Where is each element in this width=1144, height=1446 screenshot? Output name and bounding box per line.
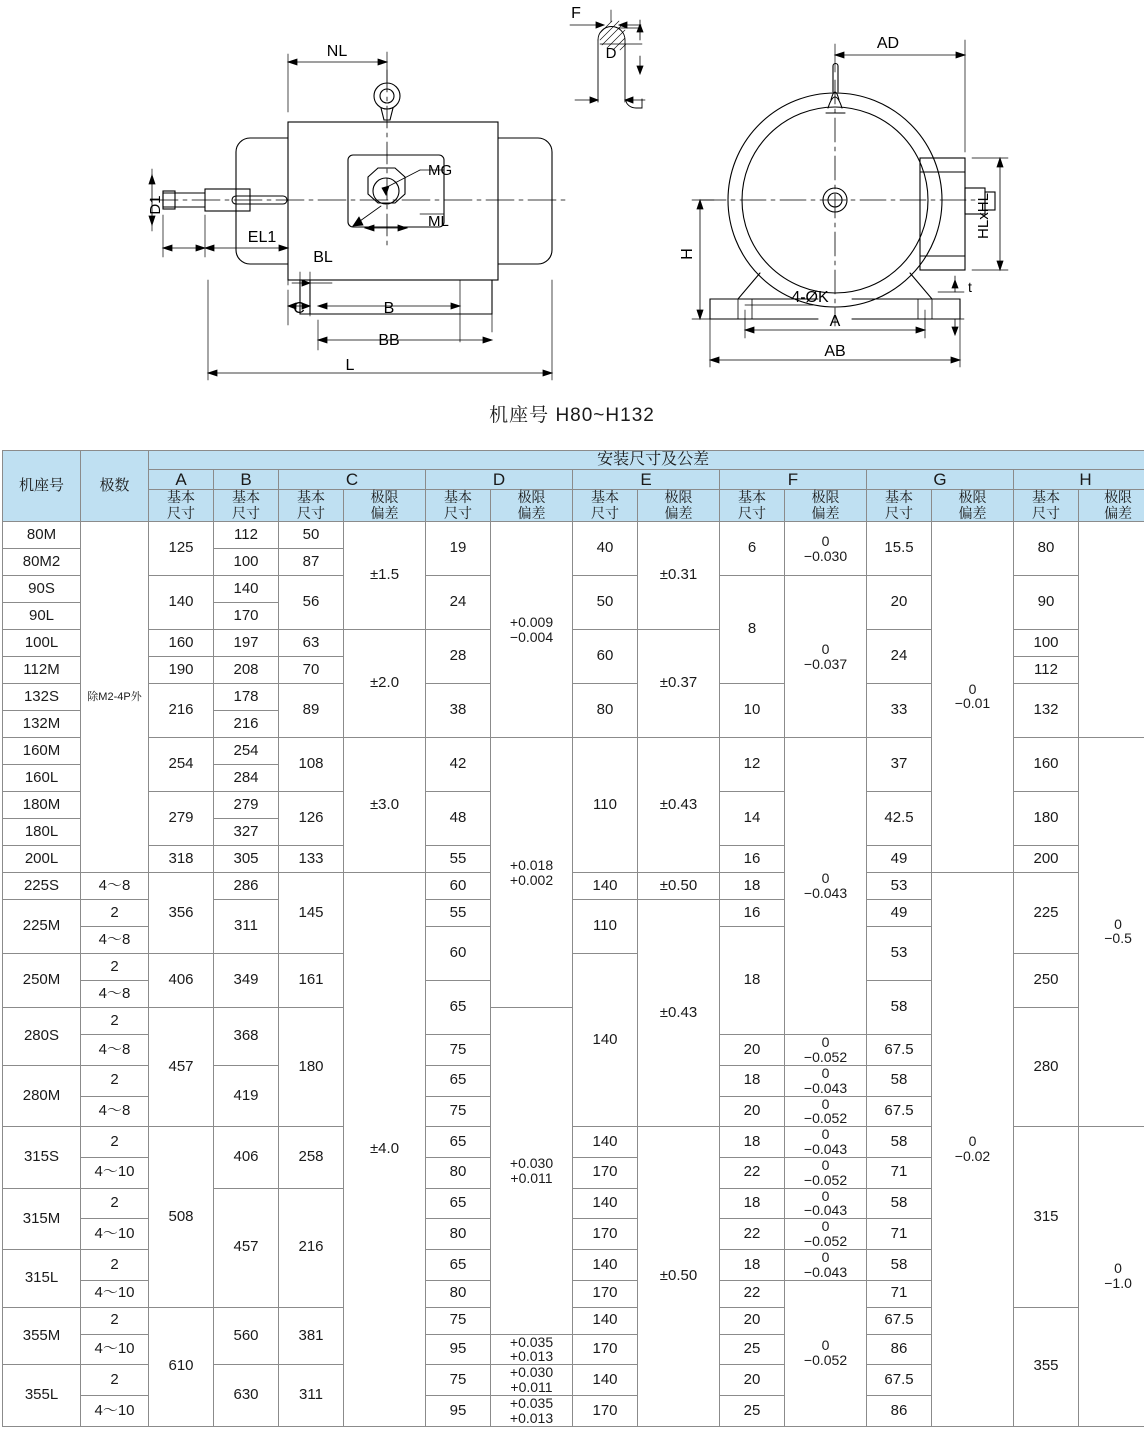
cell-g: 20 bbox=[867, 576, 932, 630]
header-group-c: C bbox=[279, 469, 426, 489]
cell-f_dev: 0 −0.052 bbox=[785, 1158, 867, 1189]
cell-g: 42.5 bbox=[867, 792, 932, 846]
header-sub-dev-h: 极限 偏差 bbox=[1079, 489, 1144, 521]
cell-frame: 80M2 bbox=[3, 549, 81, 576]
cell-d: 65 bbox=[426, 1127, 491, 1158]
svg-text:B: B bbox=[383, 300, 395, 317]
cell-g: 67.5 bbox=[867, 1096, 932, 1127]
cell-c: 381 bbox=[279, 1307, 344, 1365]
cell-h: 100 bbox=[1014, 630, 1079, 657]
header-group-d: D bbox=[426, 469, 573, 489]
cell-poles: 4～8 bbox=[81, 981, 149, 1008]
cell-f: 22 bbox=[720, 1219, 785, 1250]
cell-g: 53 bbox=[867, 873, 932, 900]
cell-f: 25 bbox=[720, 1334, 785, 1365]
technical-drawing bbox=[0, 0, 1144, 450]
cell-frame: 355L bbox=[3, 1365, 81, 1426]
cell-frame: 180M bbox=[3, 792, 81, 819]
svg-text:ML: ML bbox=[428, 213, 449, 230]
cell-b: 349 bbox=[214, 954, 279, 1008]
cell-g: 58 bbox=[867, 1250, 932, 1281]
cell-g: 58 bbox=[867, 1127, 932, 1158]
cell-frame: 132S bbox=[3, 684, 81, 711]
header-group-h: H bbox=[1014, 469, 1144, 489]
cell-frame: 225M bbox=[3, 900, 81, 954]
cell-g: 58 bbox=[867, 1065, 932, 1096]
cell-poles: 2 bbox=[81, 1008, 149, 1035]
cell-b: 406 bbox=[214, 1127, 279, 1188]
cell-e: 140 bbox=[573, 1365, 638, 1396]
svg-text:L: L bbox=[345, 357, 355, 374]
cell-d: 48 bbox=[426, 792, 491, 846]
cell-b: 630 bbox=[214, 1365, 279, 1426]
cell-f: 25 bbox=[720, 1396, 785, 1427]
cell-poles: 4～10 bbox=[81, 1280, 149, 1307]
cell-e: 140 bbox=[573, 1250, 638, 1281]
header-span-title: 安装尺寸及公差 bbox=[149, 451, 1144, 470]
cell-d: 38 bbox=[426, 684, 491, 738]
cell-b: 112 bbox=[214, 522, 279, 549]
cell-c: 216 bbox=[279, 1188, 344, 1307]
cell-a: 318 bbox=[149, 846, 214, 873]
cell-d_dev: +0.018 +0.002 bbox=[491, 738, 573, 1008]
header-sub-basic-h: 基本 尺寸 bbox=[1014, 489, 1079, 521]
cell-frame: 100L bbox=[3, 630, 81, 657]
cell-e: 140 bbox=[573, 1188, 638, 1219]
cell-poles: 2 bbox=[81, 1365, 149, 1396]
cell-f: 18 bbox=[720, 1250, 785, 1281]
cell-b: 311 bbox=[214, 900, 279, 954]
cell-frame: 315S bbox=[3, 1127, 81, 1188]
svg-text:H: H bbox=[679, 248, 696, 260]
svg-text:NL: NL bbox=[326, 43, 348, 60]
cell-d: 60 bbox=[426, 927, 491, 981]
cell-a: 140 bbox=[149, 576, 214, 630]
svg-text:HLxHL: HLxHL bbox=[975, 193, 992, 239]
cell-d_dev: +0.035 +0.013 bbox=[491, 1396, 573, 1427]
cell-f_dev: 0 −0.052 bbox=[785, 1219, 867, 1250]
header-group-g: G bbox=[867, 469, 1014, 489]
cell-a: 406 bbox=[149, 954, 214, 1008]
cell-d: 95 bbox=[426, 1396, 491, 1427]
cell-e_dev: ±0.31 bbox=[638, 522, 720, 630]
cell-frame: 315L bbox=[3, 1250, 81, 1308]
header-group-e: E bbox=[573, 469, 720, 489]
cell-poles: 2 bbox=[81, 1127, 149, 1158]
cell-d: 55 bbox=[426, 846, 491, 873]
cell-f_dev: 0 −0.052 bbox=[785, 1035, 867, 1066]
cell-g: 15.5 bbox=[867, 522, 932, 576]
header-sub-dev-f: 极限 偏差 bbox=[785, 489, 867, 521]
cell-f: 18 bbox=[720, 873, 785, 900]
svg-text:t: t bbox=[968, 279, 972, 295]
cell-b: 197 bbox=[214, 630, 279, 657]
cell-h: 200 bbox=[1014, 846, 1079, 873]
cell-frame: 112M bbox=[3, 657, 81, 684]
cell-a: 610 bbox=[149, 1307, 214, 1426]
cell-frame: 180L bbox=[3, 819, 81, 846]
cell-c_dev: ±1.5 bbox=[344, 522, 426, 630]
cell-c: 89 bbox=[279, 684, 344, 738]
cell-a: 254 bbox=[149, 738, 214, 792]
cell-d: 42 bbox=[426, 738, 491, 792]
svg-text:D: D bbox=[605, 45, 617, 62]
svg-text:BB: BB bbox=[378, 332, 400, 349]
cell-frame: 200L bbox=[3, 846, 81, 873]
header-sub-basic-f: 基本 尺寸 bbox=[720, 489, 785, 521]
cell-g: 71 bbox=[867, 1219, 932, 1250]
cell-d: 55 bbox=[426, 900, 491, 927]
cell-f: 20 bbox=[720, 1035, 785, 1066]
cell-d: 24 bbox=[426, 576, 491, 630]
cell-g: 67.5 bbox=[867, 1307, 932, 1334]
cell-poles: 4～8 bbox=[81, 1096, 149, 1127]
cell-h_dev: 0 −1.0 bbox=[1079, 1127, 1144, 1427]
cell-f_dev: 0 −0.052 bbox=[785, 1096, 867, 1127]
cell-g: 49 bbox=[867, 900, 932, 927]
cell-f: 12 bbox=[720, 738, 785, 792]
cell-e: 50 bbox=[573, 576, 638, 630]
cell-c_dev: ±4.0 bbox=[344, 873, 426, 1427]
cell-frame: 90L bbox=[3, 603, 81, 630]
cell-d_dev: +0.030 +0.011 bbox=[491, 1008, 573, 1335]
cell-b: 140 bbox=[214, 576, 279, 603]
cell-e: 60 bbox=[573, 630, 638, 684]
cell-b: 279 bbox=[214, 792, 279, 819]
cell-frame: 355M bbox=[3, 1307, 81, 1365]
cell-d: 19 bbox=[426, 522, 491, 576]
cell-d: 75 bbox=[426, 1307, 491, 1334]
cell-a: 160 bbox=[149, 630, 214, 657]
cell-h: 180 bbox=[1014, 792, 1079, 846]
cell-d: 75 bbox=[426, 1365, 491, 1396]
header-sub-basic-g: 基本 尺寸 bbox=[867, 489, 932, 521]
cell-c: 145 bbox=[279, 873, 344, 954]
cell-c_dev: ±2.0 bbox=[344, 630, 426, 738]
cell-c: 258 bbox=[279, 1127, 344, 1188]
cell-e: 140 bbox=[573, 1307, 638, 1334]
cell-f_dev: 0 −0.030 bbox=[785, 522, 867, 576]
header-sub-dev-e: 极限 偏差 bbox=[638, 489, 720, 521]
cell-poles: 4～10 bbox=[81, 1158, 149, 1189]
cell-a: 125 bbox=[149, 522, 214, 576]
cell-d: 60 bbox=[426, 873, 491, 900]
cell-h: 80 bbox=[1014, 522, 1079, 576]
cell-g: 71 bbox=[867, 1158, 932, 1189]
cell-c_dev: ±3.0 bbox=[344, 738, 426, 873]
table-row bbox=[3, 522, 1144, 549]
cell-poles: 4～8 bbox=[81, 1035, 149, 1066]
cell-e_dev: ±0.50 bbox=[638, 873, 720, 900]
cell-d: 95 bbox=[426, 1334, 491, 1365]
cell-poles: 4～10 bbox=[81, 1334, 149, 1365]
cell-f: 6 bbox=[720, 522, 785, 576]
svg-text:AB: AB bbox=[824, 343, 846, 360]
cell-poles: 2 bbox=[81, 900, 149, 927]
cell-h: 160 bbox=[1014, 738, 1079, 792]
cell-h: 112 bbox=[1014, 657, 1079, 684]
cell-d: 80 bbox=[426, 1158, 491, 1189]
svg-text:D1: D1 bbox=[147, 195, 164, 215]
cell-g: 67.5 bbox=[867, 1365, 932, 1396]
cell-d: 80 bbox=[426, 1280, 491, 1307]
cell-g: 33 bbox=[867, 684, 932, 738]
cell-frame: 90S bbox=[3, 576, 81, 603]
header-group-row bbox=[3, 469, 1144, 489]
cell-c: 126 bbox=[279, 792, 344, 846]
cell-b: 170 bbox=[214, 603, 279, 630]
cell-g: 86 bbox=[867, 1334, 932, 1365]
cell-frame: 280S bbox=[3, 1008, 81, 1066]
header-group-b: B bbox=[214, 469, 279, 489]
cell-f: 20 bbox=[720, 1365, 785, 1396]
cell-poles: 4～8 bbox=[81, 927, 149, 954]
cell-poles: 2 bbox=[81, 954, 149, 981]
cell-f: 16 bbox=[720, 846, 785, 873]
cell-e_dev: ±0.43 bbox=[638, 738, 720, 873]
cell-e: 140 bbox=[573, 873, 638, 900]
cell-frame: 280M bbox=[3, 1065, 81, 1126]
header-group-a: A bbox=[149, 469, 214, 489]
svg-text:F: F bbox=[571, 5, 581, 22]
cell-g: 67.5 bbox=[867, 1035, 932, 1066]
svg-text:C: C bbox=[293, 300, 305, 317]
svg-text:4-ØK: 4-ØK bbox=[791, 289, 829, 306]
cell-d: 75 bbox=[426, 1035, 491, 1066]
cell-f: 22 bbox=[720, 1280, 785, 1307]
cell-f: 20 bbox=[720, 1096, 785, 1127]
cell-poles: 除M2-4P外 bbox=[81, 522, 149, 873]
cell-b: 178 bbox=[214, 684, 279, 711]
cell-g: 58 bbox=[867, 1188, 932, 1219]
cell-poles: 4～10 bbox=[81, 1396, 149, 1427]
cell-a: 508 bbox=[149, 1127, 214, 1307]
cell-d: 75 bbox=[426, 1096, 491, 1127]
cell-e: 170 bbox=[573, 1219, 638, 1250]
cell-b: 208 bbox=[214, 657, 279, 684]
cell-f: 18 bbox=[720, 927, 785, 1035]
header-sub-dev-d: 极限 偏差 bbox=[491, 489, 573, 521]
cell-g: 53 bbox=[867, 927, 932, 981]
header-sub-dev-c: 极限 偏差 bbox=[344, 489, 426, 521]
cell-e: 170 bbox=[573, 1334, 638, 1365]
cell-d_dev: +0.009 −0.004 bbox=[491, 522, 573, 738]
cell-b: 457 bbox=[214, 1188, 279, 1307]
cell-b: 286 bbox=[214, 873, 279, 900]
drawing-caption: 机座号 H80~H132 bbox=[489, 405, 655, 426]
cell-e_dev: ±0.37 bbox=[638, 630, 720, 738]
cell-g_dev: 0 −0.02 bbox=[932, 873, 1014, 1427]
cell-c: 50 bbox=[279, 522, 344, 549]
header-sub-dev-g: 极限 偏差 bbox=[932, 489, 1014, 521]
cell-a: 279 bbox=[149, 792, 214, 846]
motor-outline-drawing bbox=[0, 0, 1144, 450]
svg-text:EL1: EL1 bbox=[247, 229, 277, 246]
cell-e: 140 bbox=[573, 954, 638, 1127]
cell-e: 40 bbox=[573, 522, 638, 576]
cell-h: 355 bbox=[1014, 1307, 1079, 1426]
cell-f: 10 bbox=[720, 684, 785, 738]
cell-d: 65 bbox=[426, 1188, 491, 1219]
cell-g: 37 bbox=[867, 738, 932, 792]
cell-g: 71 bbox=[867, 1280, 932, 1307]
cell-h: 315 bbox=[1014, 1127, 1079, 1307]
cell-f: 16 bbox=[720, 900, 785, 927]
cell-poles: 4～10 bbox=[81, 1219, 149, 1250]
cell-e: 170 bbox=[573, 1396, 638, 1427]
cell-h_dev: 0 −0.5 bbox=[1079, 738, 1144, 1127]
cell-b: 100 bbox=[214, 549, 279, 576]
header-poles: 极数 bbox=[81, 451, 149, 522]
svg-text:BL: BL bbox=[313, 249, 333, 266]
cell-e: 170 bbox=[573, 1158, 638, 1189]
cell-e: 170 bbox=[573, 1280, 638, 1307]
cell-h: 225 bbox=[1014, 873, 1079, 954]
cell-f_dev: 0 −0.043 bbox=[785, 1188, 867, 1219]
cell-frame: 80M bbox=[3, 522, 81, 549]
cell-d: 28 bbox=[426, 630, 491, 684]
header-sub-basic-a: 基本 尺寸 bbox=[149, 489, 214, 521]
cell-poles: 4～8 bbox=[81, 873, 149, 900]
cell-h: 250 bbox=[1014, 954, 1079, 1008]
cell-frame: 250M bbox=[3, 954, 81, 1008]
header-sub-row bbox=[3, 489, 1144, 521]
cell-d: 65 bbox=[426, 1250, 491, 1281]
cell-frame: 315M bbox=[3, 1188, 81, 1249]
cell-d: 80 bbox=[426, 1219, 491, 1250]
cell-f_dev: 0 −0.043 bbox=[785, 1065, 867, 1096]
cell-c: 56 bbox=[279, 576, 344, 630]
cell-f: 18 bbox=[720, 1065, 785, 1096]
cell-c: 311 bbox=[279, 1365, 344, 1426]
cell-e: 110 bbox=[573, 900, 638, 954]
cell-d: 65 bbox=[426, 1065, 491, 1096]
svg-text:MG: MG bbox=[428, 162, 453, 179]
cell-c: 133 bbox=[279, 846, 344, 873]
cell-f: 20 bbox=[720, 1307, 785, 1334]
cell-e_dev: ±0.50 bbox=[638, 1127, 720, 1427]
cell-f: 18 bbox=[720, 1127, 785, 1158]
cell-a: 356 bbox=[149, 873, 214, 954]
cell-h: 280 bbox=[1014, 1008, 1079, 1127]
cell-frame: 132M bbox=[3, 711, 81, 738]
header-frame-number: 机座号 bbox=[3, 451, 81, 522]
header-sub-basic-e: 基本 尺寸 bbox=[573, 489, 638, 521]
cell-poles: 2 bbox=[81, 1307, 149, 1334]
table-row bbox=[3, 873, 1144, 900]
cell-b: 254 bbox=[214, 738, 279, 765]
cell-b: 560 bbox=[214, 1307, 279, 1365]
cell-b: 284 bbox=[214, 765, 279, 792]
header-group-f: F bbox=[720, 469, 867, 489]
cell-poles: 2 bbox=[81, 1250, 149, 1281]
cell-h: 90 bbox=[1014, 576, 1079, 630]
cell-f_dev: 0 −0.043 bbox=[785, 1250, 867, 1281]
table-head bbox=[3, 451, 1144, 522]
cell-d_dev: +0.035 +0.013 bbox=[491, 1334, 573, 1365]
cell-frame: 160L bbox=[3, 765, 81, 792]
cell-d_dev: +0.030 +0.011 bbox=[491, 1365, 573, 1396]
cell-f: 18 bbox=[720, 1188, 785, 1219]
header-sub-basic-c: 基本 尺寸 bbox=[279, 489, 344, 521]
cell-poles: 2 bbox=[81, 1188, 149, 1219]
cell-frame: 225S bbox=[3, 873, 81, 900]
cell-a: 216 bbox=[149, 684, 214, 738]
table-body bbox=[3, 522, 1144, 1427]
header-sub-basic-b: 基本 尺寸 bbox=[214, 489, 279, 521]
cell-g: 49 bbox=[867, 846, 932, 873]
cell-f_dev: 0 −0.052 bbox=[785, 1280, 867, 1426]
cell-e_dev: ±0.43 bbox=[638, 900, 720, 1127]
cell-c: 87 bbox=[279, 549, 344, 576]
cell-g_dev: 0 −0.01 bbox=[932, 522, 1014, 873]
cell-f_dev: 0 −0.043 bbox=[785, 1127, 867, 1158]
svg-text:AD: AD bbox=[876, 35, 900, 52]
cell-g: 86 bbox=[867, 1396, 932, 1427]
cell-e: 80 bbox=[573, 684, 638, 738]
cell-b: 305 bbox=[214, 846, 279, 873]
cell-e: 110 bbox=[573, 738, 638, 873]
cell-h: 132 bbox=[1014, 684, 1079, 738]
cell-f: 22 bbox=[720, 1158, 785, 1189]
cell-c: 161 bbox=[279, 954, 344, 1008]
cell-c: 70 bbox=[279, 657, 344, 684]
cell-c: 180 bbox=[279, 1008, 344, 1127]
cell-b: 216 bbox=[214, 711, 279, 738]
cell-a: 457 bbox=[149, 1008, 214, 1127]
cell-c: 108 bbox=[279, 738, 344, 792]
cell-frame: 160M bbox=[3, 738, 81, 765]
cell-f_dev: 0 −0.037 bbox=[785, 576, 867, 738]
cell-g: 58 bbox=[867, 981, 932, 1035]
cell-a: 190 bbox=[149, 657, 214, 684]
cell-f: 14 bbox=[720, 792, 785, 846]
header-sub-basic-d: 基本 尺寸 bbox=[426, 489, 491, 521]
cell-b: 368 bbox=[214, 1008, 279, 1066]
cell-c: 63 bbox=[279, 630, 344, 657]
cell-g: 24 bbox=[867, 630, 932, 684]
cell-poles: 2 bbox=[81, 1065, 149, 1096]
dimensions-table bbox=[2, 450, 1144, 1427]
svg-text:A: A bbox=[829, 313, 841, 330]
cell-b: 419 bbox=[214, 1065, 279, 1126]
cell-e: 140 bbox=[573, 1127, 638, 1158]
cell-f: 8 bbox=[720, 576, 785, 684]
cell-b: 327 bbox=[214, 819, 279, 846]
cell-f_dev: 0 −0.043 bbox=[785, 738, 867, 1035]
cell-d: 65 bbox=[426, 981, 491, 1035]
